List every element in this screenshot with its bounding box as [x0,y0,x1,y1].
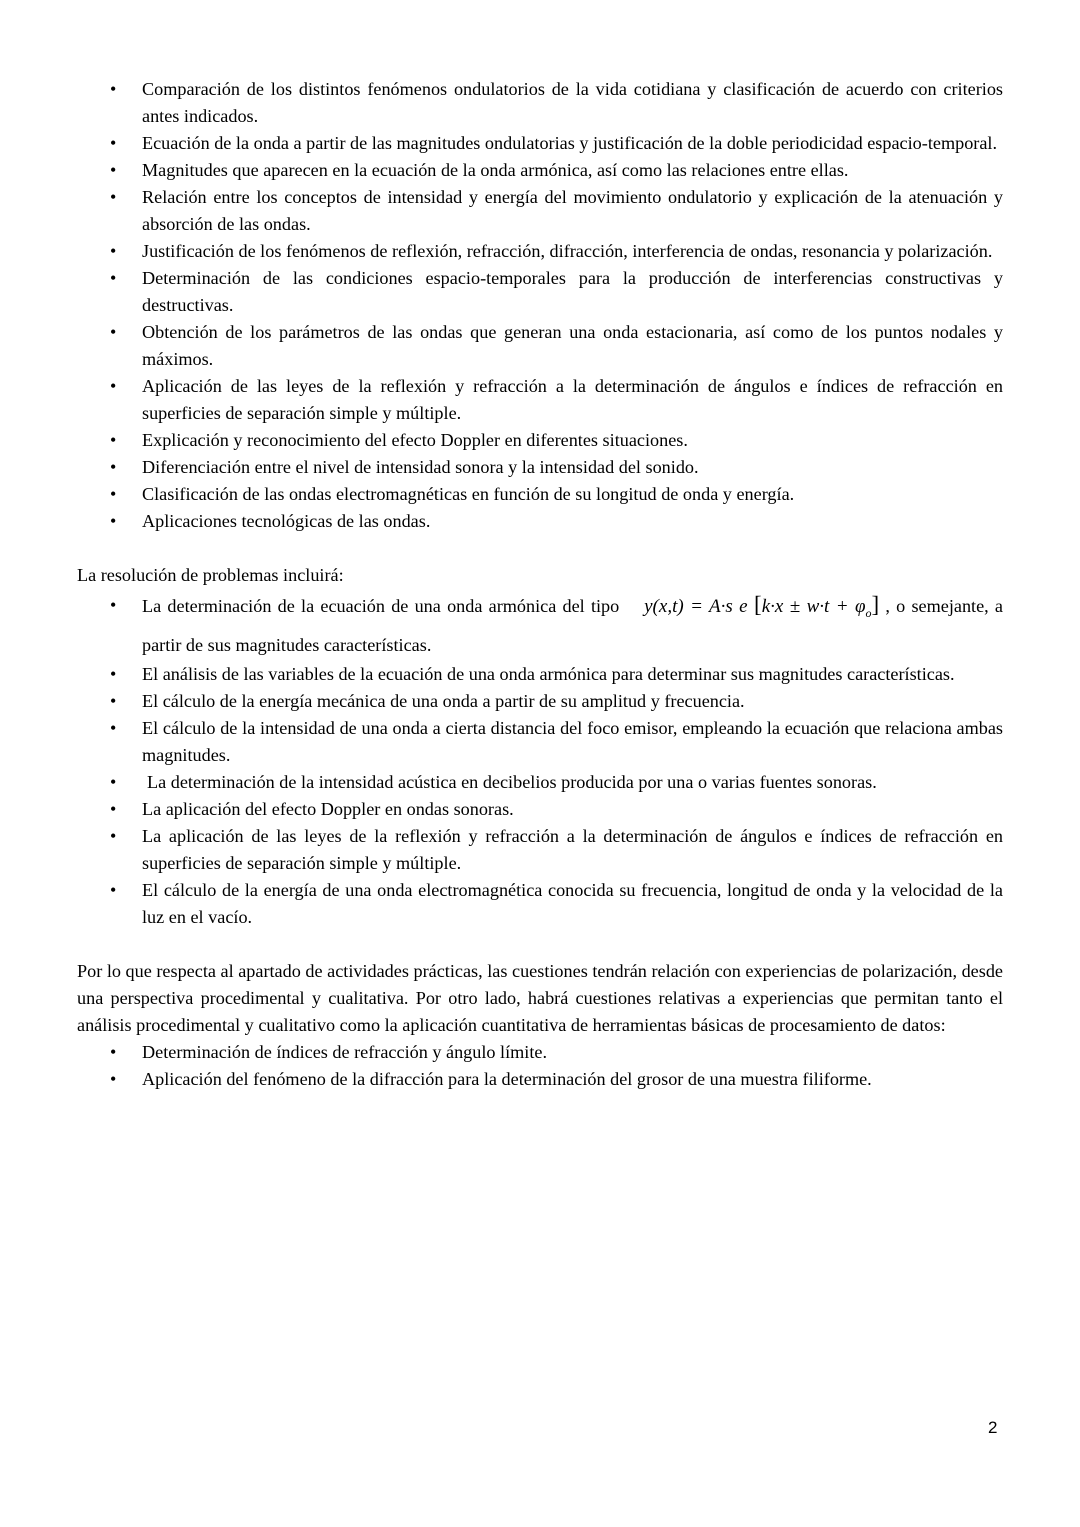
section-spacer [77,535,1003,562]
equation-trail-text: , o semejante, a partir de sus magnitudes características. [142,596,1004,655]
list-item: • Ecuación de la onda a partir de las magnitudes ondulatorias y justificación de la doble periodicidad espacio-temporal. [142,130,1003,157]
list-item: • Aplicación de las leyes de la reflexión y refracción a la determinación de ángulos e índices de refracción en superficies de separación simple y múltiple. [142,373,1003,427]
equation-lhs: y(x,t) [644,596,684,617]
list-item [142,589,1003,661]
document-page [77,76,1003,1093]
practicals-list [77,1039,1003,1093]
practicals-paragraph: Por lo que respecta al apartado de actividades prácticas, las cuestiones tendrán relación con experiencias de polarización, desde una perspectiva procedimental y cualitativa. Por otro lado, habrá cuestiones relativas a experiencias que permitan tanto el análisis procedimental y cualitativo como la aplicación cuantitativa de herramientas básicas de procesamiento de datos: [77,960,1003,1035]
list-item: • Determinación de índices de refracción y ángulo límite. [142,1039,1003,1066]
list-item: • Determinación de las condiciones espacio-temporales para la producción de interferencias constructivas y destructivas. [142,265,1003,319]
section-spacer [77,931,1003,958]
list-item: • La determinación de la intensidad acústica en decibelios producida por una o varias fuentes sonoras. [142,769,1003,796]
list-item: • Explicación y reconocimiento del efecto Doppler en diferentes situaciones. [142,427,1003,454]
equation-lead-text: La determinación de la ecuación de una onda armónica del tipo [142,596,620,616]
list-item: • El cálculo de la energía de una onda electromagnética conocida su frecuencia, longitud de onda y la velocidad de la luz en el vacío. [142,877,1003,931]
page-number: 2 [988,1418,998,1437]
list-item: • Relación entre los conceptos de intensidad y energía del movimiento ondulatorio y explicación de la atenuación y absorción de las ondas. [142,184,1003,238]
list-item: • Aplicación del fenómeno de la difracción para la determinación del grosor de una muestra filiforme. [142,1066,1003,1093]
list-item: • Clasificación de las ondas electromagnéticas en función de su longitud de onda y energía. [142,481,1003,508]
problems-list [77,589,1003,931]
list-item: • Magnitudes que aparecen en la ecuación de la onda armónica, así como las relaciones entre ellas. [142,157,1003,184]
list-item: • Obtención de los parámetros de las ondas que generan una onda estacionaria, así como de los puntos nodales y máximos. [142,319,1003,373]
list-item: • La aplicación de las leyes de la reflexión y refracción a la determinación de ángulos e índices de refracción en superficies de separación simple y múltiple. [142,823,1003,877]
list-item: • Comparación de los distintos fenómenos ondulatorios de la vida cotidiana y clasificación de acuerdo con criterios antes indicados. [142,76,1003,130]
list-item: • Justificación de los fenómenos de reflexión, refracción, difracción, interferencia de ondas, resonancia y polarización. [142,238,1003,265]
equation-subscript: o [865,605,872,620]
wave-equation: y(x,t) = A·s e $[k\cdot x \pm w\cdot t + \varphi_o]$ [644,592,880,620]
list-item: • Diferenciación entre el nivel de intensidad sonora y la intensidad del sonido. [142,454,1003,481]
list-item: • El cálculo de la intensidad de una onda a cierta distancia del foco emisor, empleando la ecuación que relaciona ambas magnitudes. [142,715,1003,769]
list-item: • La aplicación del efecto Doppler en ondas sonoras. [142,796,1003,823]
equation-equals: = A·s e [690,596,748,617]
list-item: • El cálculo de la energía mecánica de una onda a partir de su amplitud y frecuencia. [142,688,1003,715]
topics-list [77,76,1003,535]
list-item: • Aplicaciones tecnológicas de las ondas. [142,508,1003,535]
problems-intro: La resolución de problemas incluirá: [77,565,344,585]
equation-argument: k·x ± w·t + φ [761,596,866,617]
list-item: • El análisis de las variables de la ecuación de una onda armónica para determinar sus magnitudes características. [142,661,1003,688]
